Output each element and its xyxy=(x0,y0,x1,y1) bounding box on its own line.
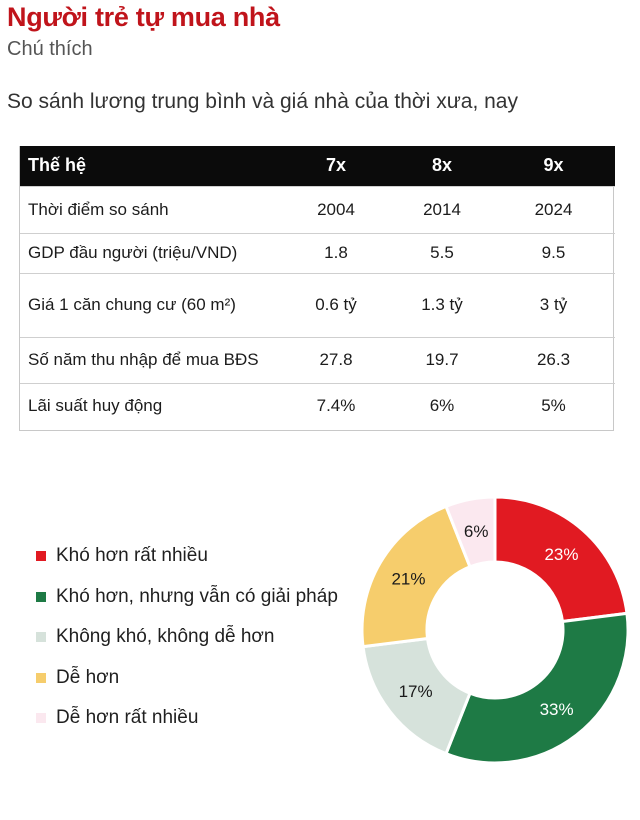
donut-slice xyxy=(446,613,628,763)
table-cell: 6% xyxy=(392,383,492,429)
donut-chart xyxy=(355,490,635,770)
comparison-table-container xyxy=(19,146,614,431)
table-row xyxy=(20,383,615,429)
legend-label: Khó hơn, nhưng vẫn có giải pháp xyxy=(56,585,338,607)
donut-slice-label: 21% xyxy=(391,569,426,589)
legend-item xyxy=(36,658,338,699)
page-subtitle: Chú thích xyxy=(7,38,93,60)
donut-slice-label: 23% xyxy=(544,545,579,565)
page-title: Người trẻ tự mua nhà xyxy=(7,2,280,32)
table-row-label: Thời điểm so sánh xyxy=(20,186,280,233)
legend-label: Dễ hơn rất nhiều xyxy=(56,707,199,729)
table-cell: 5.5 xyxy=(392,233,492,273)
table-header-cell: Thế hệ xyxy=(28,155,87,176)
table-row xyxy=(20,337,615,383)
table-header-cell: 7x xyxy=(325,155,347,176)
table-cell: 1.8 xyxy=(280,233,392,273)
table-cell: 19.7 xyxy=(392,337,492,383)
table-row-label: Lãi suất huy động xyxy=(20,383,280,429)
table-header-cell: 8x xyxy=(431,155,453,176)
table-cell: 2014 xyxy=(392,186,492,233)
legend-swatch xyxy=(36,632,46,642)
table-row-label: Giá 1 căn chung cư (60 m²) xyxy=(20,273,280,337)
donut-slice-label: 6% xyxy=(463,521,489,541)
table-cell: 3 tỷ xyxy=(492,273,615,337)
chart-legend xyxy=(36,536,338,739)
donut-slice-label: 17% xyxy=(398,682,433,702)
table-row-label: GDP đầu người (triệu/VND) xyxy=(20,233,280,273)
table-header-cell: 9x xyxy=(543,155,564,176)
legend-swatch xyxy=(36,551,46,561)
table-row xyxy=(20,273,615,337)
legend-item xyxy=(36,536,338,577)
table-cell: 5% xyxy=(492,383,615,429)
comparison-table xyxy=(20,146,615,429)
legend-swatch xyxy=(36,713,46,723)
legend-label: Dễ hơn xyxy=(56,666,120,688)
legend-label: Khó hơn rất nhiều xyxy=(56,545,208,567)
table-cell: 0.6 tỷ xyxy=(280,273,392,337)
table-header-row xyxy=(20,146,615,186)
table-row xyxy=(20,186,615,233)
legend-item xyxy=(36,617,338,658)
page-description: So sánh lương trung bình và giá nhà của thời xưa, nay xyxy=(7,90,518,113)
table-row-label: Số năm thu nhập để mua BĐS xyxy=(20,337,280,383)
table-cell: 27.8 xyxy=(280,337,392,383)
legend-item xyxy=(36,698,338,739)
table-cell: 2024 xyxy=(492,186,615,233)
donut-slice-label: 33% xyxy=(539,699,574,719)
table-cell: 9.5 xyxy=(492,233,615,273)
table-cell: 7.4% xyxy=(280,383,392,429)
legend-swatch xyxy=(36,592,46,602)
legend-swatch xyxy=(36,673,46,683)
table-cell: 26.3 xyxy=(492,337,615,383)
legend-label: Không khó, không dễ hơn xyxy=(56,626,275,648)
table-cell: 2004 xyxy=(280,186,392,233)
legend-item xyxy=(36,577,338,618)
table-cell: 1.3 tỷ xyxy=(392,273,492,337)
table-row xyxy=(20,233,615,273)
